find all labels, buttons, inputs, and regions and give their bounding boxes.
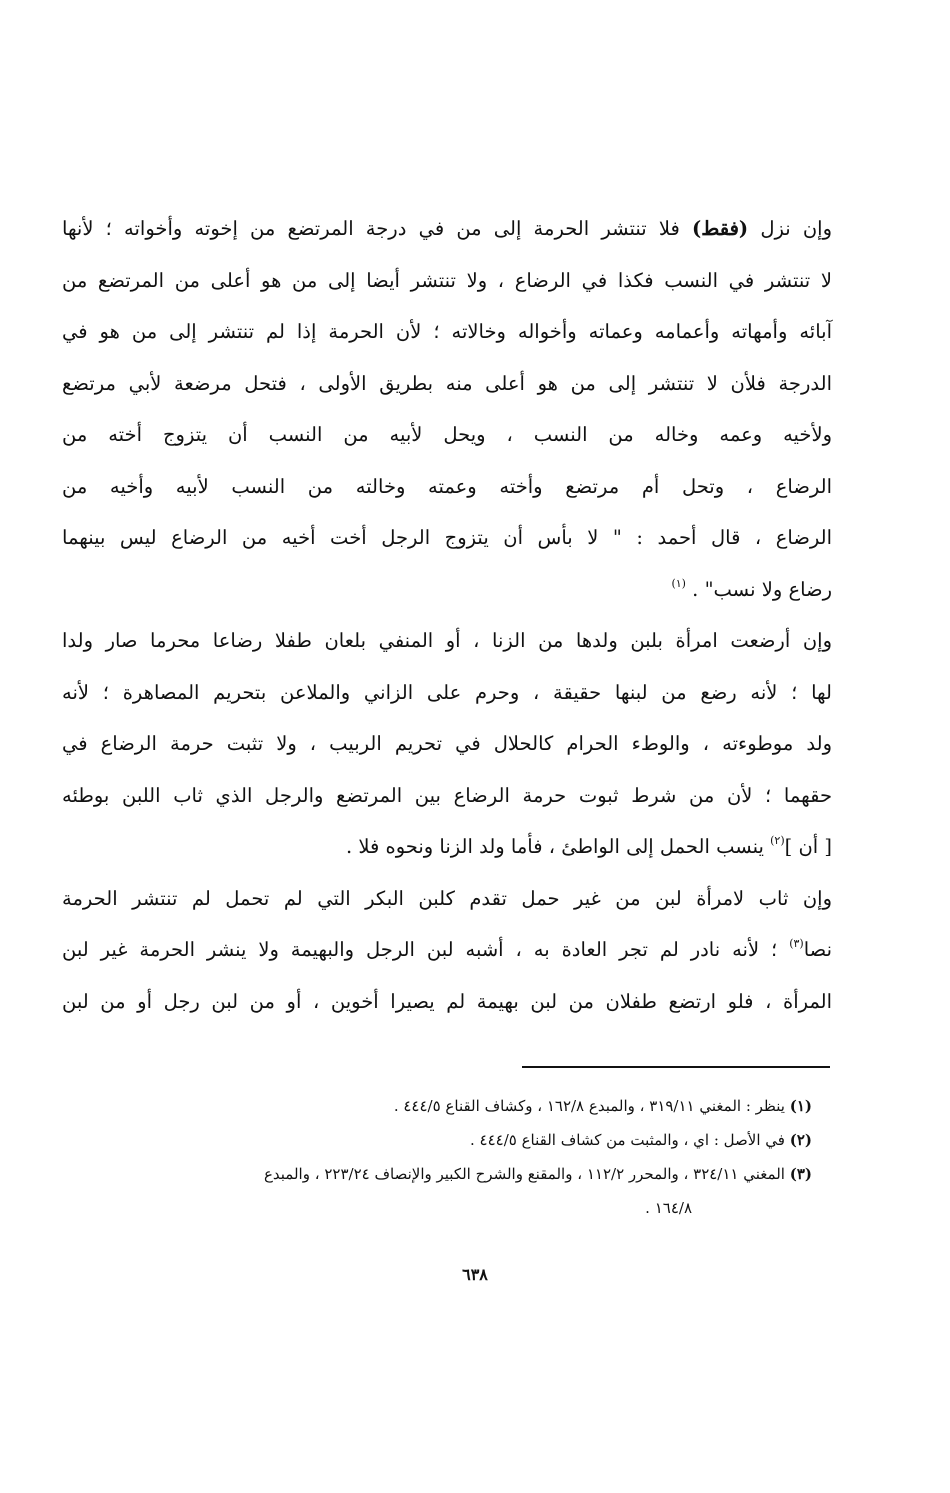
- text-line: لها ؛ لأنه رضع من لبنها حقيقة ، وحرم على الزاني والملاعن بتحريم المصاهرة ؛ لأنه: [62, 680, 832, 704]
- footnote: (١) ينظر : المغني ٣١٩/١١ ، والمبدع ١٦٢/٨ ، وكشاف القناع ٤٤٤/٥ .: [393, 1097, 812, 1115]
- page-number: ٦٣٨: [462, 1265, 488, 1284]
- footnote-ref: (١): [671, 576, 686, 590]
- text-line: ولد موطوءته ، والوطء الحرام كالحلال في تحريم الربيب ، ولا تثبت حرمة الرضاع في: [62, 732, 832, 755]
- text-line: رضاع ولا نسب" . $^{(١)}$: [671, 576, 832, 601]
- bold-word: (فقط): [692, 217, 749, 240]
- text-line: الرضاع ، وتحل أم مرتضع وأخته وعمته وخالته من النسب لأبيه وأخيه من: [62, 474, 832, 498]
- paragraph-1: [62, 203, 832, 615]
- text-line: وإن أرضعت امرأة بلبن ولدها من الزنا ، أو المنفي بلعان طفلا رضاعا محرما صار ولدا: [62, 629, 832, 652]
- text-line: ولأخيه وعمه وخاله من النسب ، ويحل لأبيه من النسب أن يتزوج أخته من: [62, 423, 832, 446]
- footnote: (٢) في الأصل : اي ، والمثبت من كشاف القناع ٤٤٤/٥ .: [469, 1131, 812, 1149]
- main-text: [62, 203, 832, 1027]
- text-line: وإن نزل (فقط) فلا تنتشر الحرمة إلى من في درجة المرتضع من إخوته وأخواته ؛ لأنها: [62, 217, 833, 240]
- text-line: الرضاع ، قال أحمد : " لا بأس أن يتزوج الرجل أخت أخيه من الرضاع ليس بينهما: [62, 526, 832, 549]
- text-line: حقهما ؛ لأن من شرط ثبوت حرمة الرضاع بين المرتضع والرجل الذي ثاب اللبن بوطئه: [62, 783, 832, 807]
- text-line: آبائه وأمهاته وأعمامه وعماته وأخواله وخالاته ؛ لأن الحرمة إذا لم تنتشر إلى من هو في: [62, 320, 832, 343]
- text-line: لا تنتشر في النسب فكذا في الرضاع ، ولا تنتشر أيضا إلى من هو أعلى من المرتضع من: [62, 268, 832, 292]
- paragraph-3: [62, 873, 832, 1028]
- footnote-separator: [522, 1066, 830, 1068]
- text-line: الدرجة فلأن لا تنتشر إلى من هو أعلى منه بطريق الأولى ، فتحل مرضعة لأبي مرتضع: [62, 371, 832, 395]
- text-line: المرأة ، فلو ارتضع طفلان من لبن بهيمة لم يصيرا أخوين ، أو من لبن رجل أو من لبن: [62, 989, 832, 1013]
- paragraph-2: [62, 615, 832, 873]
- footnote: (٣) المغني ٣٢٤/١١ ، والمحرر ١١٢/٢ ، والمقنع والشرح الكبير والإنصاف ٢٢٣/٢٤ ، والمبدع: [263, 1165, 812, 1183]
- footnote-ref: (٣): [789, 937, 804, 950]
- footnotes: [62, 1089, 812, 1225]
- footnote-ref: (٢): [770, 834, 785, 847]
- bracketed-word: [ أن ]: [784, 835, 832, 858]
- footnote-continuation: ١٦٤/٨ .: [645, 1199, 692, 1217]
- text-line: وإن ثاب لامرأة لبن من غير حمل تقدم كلبن البكر التي لم تحمل لم تنتشر الحرمة: [62, 886, 832, 910]
- text-line: نصا$^{(٣)}$ ؛ لأنه نادر لم تجر العادة به ، أشبه لبن الرجل والبهيمة ولا ينشر الحرمة غير لبن: [62, 937, 832, 961]
- text-line: [ أن ]$^{(٢)}$ ينسب الحمل إلى الواطئ ، فأما ولد الزنا ونحوه فلا .: [345, 834, 832, 858]
